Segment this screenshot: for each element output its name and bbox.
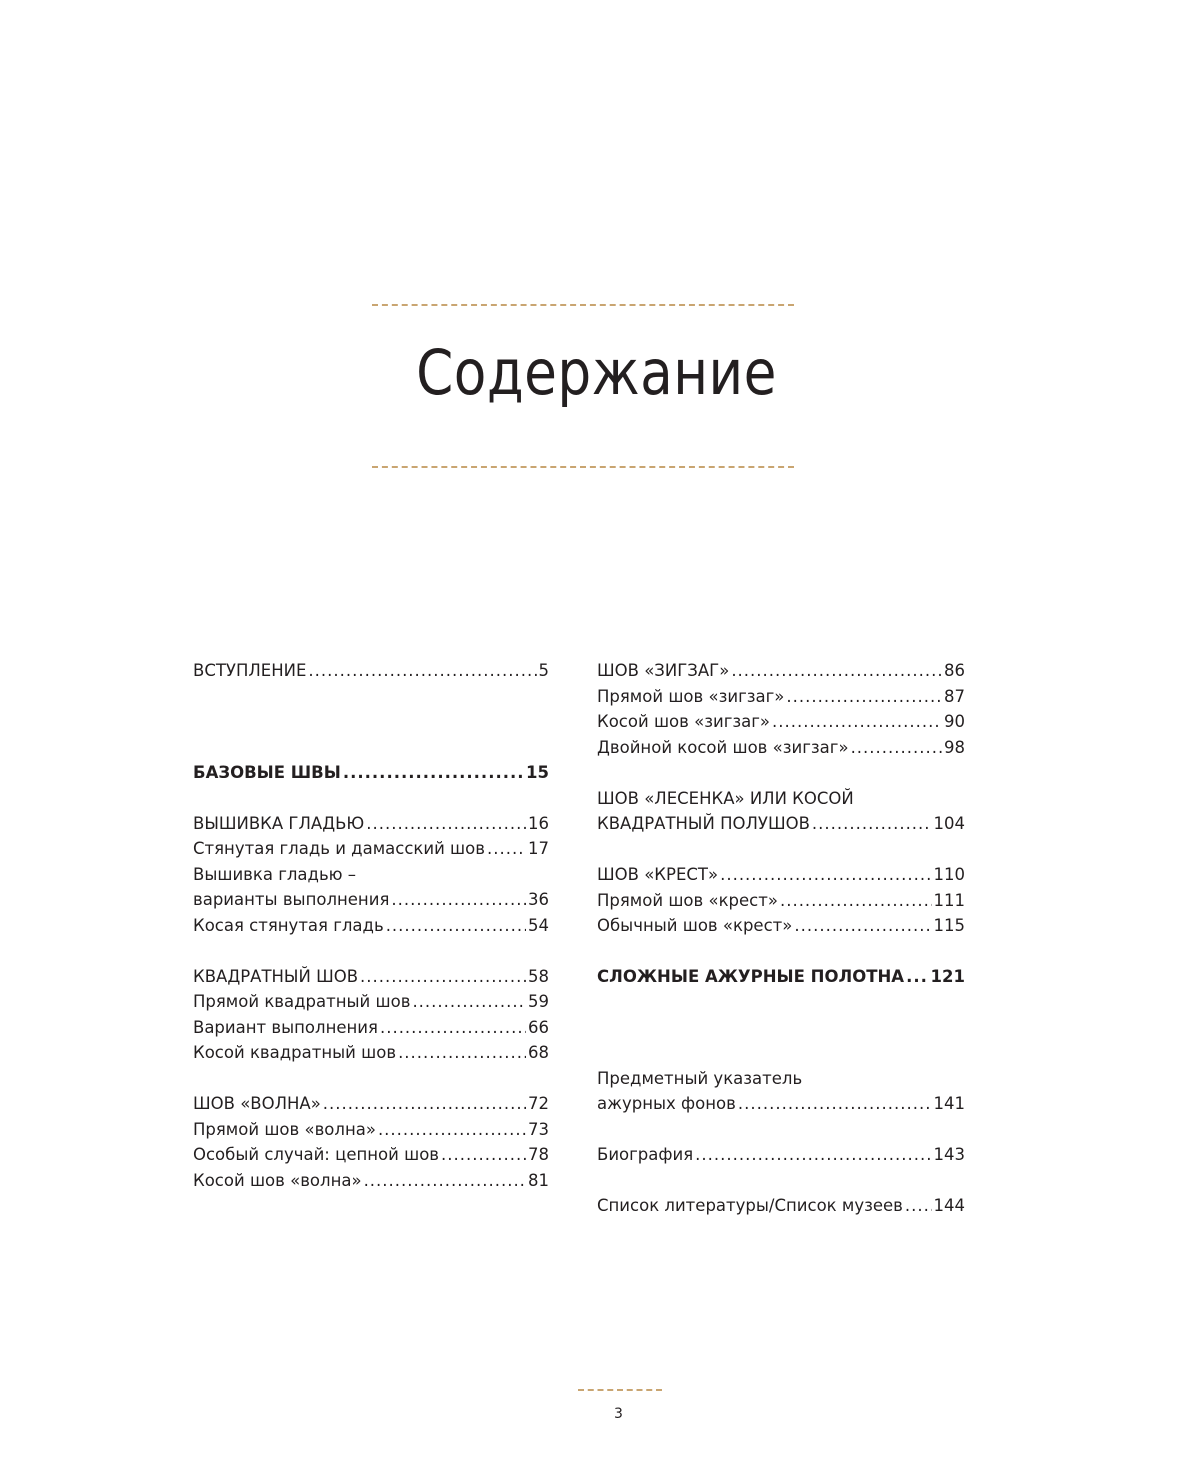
leader-dots: [720, 862, 931, 888]
toc-entry-label: Стянутая гладь и дамасский шов: [193, 839, 485, 858]
toc-entry-label: ВЫШИВКА ГЛАДЬЮ: [193, 813, 365, 833]
toc-entry-page: 90: [944, 712, 965, 731]
toc-entry-label: Косой шов «волна»: [193, 1170, 362, 1190]
toc-entry-page: 81: [528, 1170, 549, 1190]
toc-entry-label-continued: варианты выполнения: [193, 890, 390, 909]
toc-entry-page: 111: [933, 890, 965, 910]
toc-entry-page: 17: [528, 839, 549, 858]
toc-entry[interactable]: [193, 811, 549, 837]
toc-entry-label: ВСТУПЛЕНИЕ: [193, 661, 307, 680]
toc-entry-label: Прямой квадратный шов: [193, 992, 411, 1011]
toc-entry-page: 54: [528, 915, 549, 935]
leader-dots: [391, 887, 526, 913]
toc-entry-label: Список литературы/Список музеев: [597, 1196, 903, 1215]
toc-entry[interactable]: [193, 1015, 549, 1041]
toc-entry[interactable]: [193, 862, 549, 913]
toc-entry[interactable]: [597, 913, 965, 939]
toc-entry-page: 59: [528, 992, 549, 1011]
toc-entry[interactable]: [193, 1117, 549, 1143]
toc-entry-label: ШОВ «КРЕСТ»: [597, 865, 719, 884]
toc-entry-label: Косой шов «зигзаг»: [597, 712, 771, 731]
page-title: Содержание: [416, 336, 777, 409]
top-dashed-rule: [372, 304, 794, 306]
bottom-dashed-rule: [372, 466, 794, 468]
toc-entry-label-continued: ажурных фонов: [597, 1094, 736, 1113]
leader-dots: [487, 836, 526, 862]
toc-entry[interactable]: [193, 658, 549, 684]
toc-entry-label: Обычный шов «крест»: [597, 916, 793, 935]
leader-dots: [380, 1015, 526, 1041]
leader-dots: [378, 1117, 526, 1143]
toc-entry-page: 68: [528, 1043, 549, 1062]
toc-entry-label: СЛОЖНЫЕ АЖУРНЫЕ ПОЛОТНА: [597, 967, 905, 986]
toc-entry[interactable]: [597, 1066, 965, 1117]
leader-dots: [441, 1142, 526, 1168]
leader-dots: [366, 811, 526, 837]
leader-dots: [851, 735, 942, 761]
toc-entry-page: 98: [944, 737, 965, 757]
toc-entry[interactable]: [597, 684, 965, 710]
toc-entry-label-continued: КВАДРАТНЫЙ ПОЛУШОВ: [597, 814, 810, 833]
toc-entry-page: 115: [933, 916, 965, 935]
toc-entry-label: Прямой шов «зигзаг»: [597, 686, 785, 706]
toc-entry-label: Вышивка гладью –: [193, 864, 357, 884]
toc-entry-label: Биография: [597, 1145, 694, 1164]
leader-dots: [738, 1091, 932, 1117]
leader-dots: [360, 964, 526, 990]
leader-dots: [794, 913, 931, 939]
toc-entry[interactable]: [193, 1142, 549, 1168]
toc-entry[interactable]: [193, 913, 549, 939]
toc-entry-label: Предметный указатель: [597, 1068, 803, 1088]
toc-entry-label: ШОВ «ВОЛНА»: [193, 1094, 321, 1113]
footer-dashed-rule: [578, 1389, 662, 1391]
toc-left-column: [193, 658, 549, 1193]
toc-entry[interactable]: [193, 989, 549, 1015]
toc-entry-page: 87: [944, 686, 965, 706]
toc-entry-page: 15: [526, 762, 549, 782]
toc-entry-label: Прямой шов «крест»: [597, 890, 778, 910]
toc-entry-page: 72: [528, 1094, 549, 1113]
leader-dots: [412, 989, 526, 1015]
leader-dots: [323, 1091, 526, 1117]
leader-dots: [731, 658, 942, 684]
leader-dots: [905, 1193, 932, 1219]
toc-entry-page: 141: [933, 1094, 965, 1113]
toc-section-entry[interactable]: [597, 964, 965, 990]
leader-dots: [906, 964, 928, 990]
toc-entry-label: Косой квадратный шов: [193, 1043, 397, 1062]
toc-entry-page: 36: [528, 890, 549, 909]
toc-entry-label: ШОВ «ЛЕСЕНКА» ИЛИ КОСОЙ: [597, 788, 854, 808]
toc-entry[interactable]: [597, 658, 965, 684]
toc-right-column: [597, 658, 965, 1219]
toc-entry[interactable]: [597, 1193, 965, 1219]
leader-dots: [386, 913, 526, 939]
toc-entry-page: 73: [528, 1119, 549, 1139]
leader-dots: [343, 760, 524, 786]
toc-entry-page: 144: [933, 1196, 965, 1215]
leader-dots: [780, 888, 932, 914]
toc-entry-page: 5: [538, 661, 549, 680]
toc-entry[interactable]: [597, 862, 965, 888]
toc-entry[interactable]: [597, 786, 965, 837]
toc-entry-page: 121: [930, 967, 965, 986]
toc-section-entry[interactable]: [193, 760, 549, 786]
toc-entry-page: 78: [528, 1145, 549, 1164]
toc-entry-label: ШОВ «ЗИГЗАГ»: [597, 661, 730, 680]
toc-entry[interactable]: [597, 1142, 965, 1168]
leader-dots: [364, 1168, 526, 1194]
toc-entry-page: 58: [528, 966, 549, 986]
toc-entry-label: БАЗОВЫЕ ШВЫ: [193, 762, 341, 782]
toc-entry-page: 104: [933, 814, 965, 833]
toc-entry-page: 110: [933, 865, 965, 884]
leader-dots: [695, 1142, 931, 1168]
toc-entry[interactable]: [597, 888, 965, 914]
leader-dots: [812, 811, 932, 837]
toc-entry-label: Двойной косой шов «зигзаг»: [597, 737, 849, 757]
leader-dots: [308, 658, 536, 684]
toc-entry-page: 16: [528, 813, 549, 833]
toc-entry-page: 66: [528, 1017, 549, 1037]
toc-entry[interactable]: [193, 836, 549, 862]
toc-entry-label: Прямой шов «волна»: [193, 1119, 376, 1139]
toc-entry[interactable]: [193, 964, 549, 990]
toc-entry-label: КВАДРАТНЫЙ ШОВ: [193, 966, 359, 986]
leader-dots: [398, 1040, 526, 1066]
toc-entry[interactable]: [193, 1091, 549, 1117]
toc-entry-page: 86: [944, 661, 965, 680]
page-number: 3: [614, 1406, 623, 1422]
toc-entry[interactable]: [597, 735, 965, 761]
toc-entry[interactable]: [193, 1040, 549, 1066]
toc-entry[interactable]: [597, 709, 965, 735]
toc-entry[interactable]: [193, 1168, 549, 1194]
leader-dots: [786, 684, 942, 710]
leader-dots: [772, 709, 942, 735]
toc-entry-label: Вариант выполнения: [193, 1017, 378, 1037]
toc-entry-page: 143: [933, 1145, 965, 1164]
toc-entry-label: Особый случай: цепной шов: [193, 1145, 440, 1164]
toc-entry-label: Косая стянутая гладь: [193, 915, 384, 935]
